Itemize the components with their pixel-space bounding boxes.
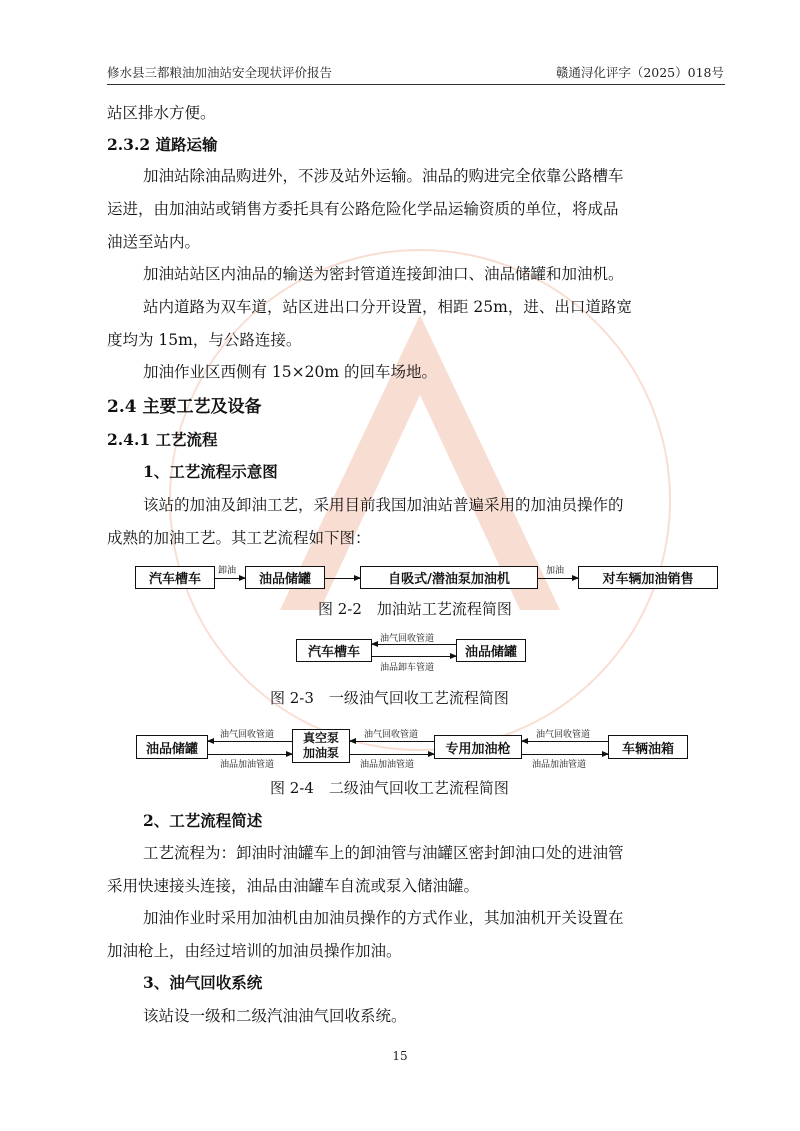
paragraph-line: 运进，由加油站或销售方委托具有公路危险化学品运输资质的单位，将成品 xyxy=(107,200,619,218)
flow-box-tanker-truck: 汽车槽车 xyxy=(296,639,372,662)
fuel-arrow xyxy=(350,754,434,755)
paragraph-line: 该站设一级和二级汽油油气回收系统。 xyxy=(143,1007,407,1025)
fuel-arrow xyxy=(522,754,608,755)
subsection-heading: 2、工艺流程简述 xyxy=(143,811,263,830)
subsection-heading: 1、工艺流程示意图 xyxy=(143,462,278,481)
arrow-label-vapor-pipe: 油气回收管道 xyxy=(536,730,591,740)
flow-box-storage-tank: 油品储罐 xyxy=(456,639,526,662)
paragraph-line: 加油作业区西侧有 15×20m 的回车场地。 xyxy=(143,363,437,381)
paragraph-line: 站内道路为双车道，站区进出口分开设置，相距 25m，进、出口道路宽 xyxy=(143,298,632,316)
vapor-return-arrow xyxy=(350,741,434,742)
unloading-arrow xyxy=(372,656,456,657)
pump-label-vacuum: 真空泵 xyxy=(302,731,339,745)
flow-box-dispenser: 自吸式/潜油泵加油机 xyxy=(360,566,538,589)
paragraph-line: 成熟的加油工艺。其工艺流程如下图： xyxy=(107,529,371,547)
subsection-heading: 3、油气回收系统 xyxy=(143,973,263,992)
flow-box-storage-tank: 油品储罐 xyxy=(245,566,325,589)
vapor-return-arrow xyxy=(522,741,608,742)
section-heading-2-4: 2.4 主要工艺及设备 xyxy=(107,397,262,417)
flow-arrow xyxy=(538,578,578,579)
flow-arrow xyxy=(215,578,245,579)
arrow-label-fuel-pipe: 油品加油管道 xyxy=(360,760,415,770)
flow-arrow xyxy=(325,578,360,579)
flow-box-tanker-truck: 汽车槽车 xyxy=(135,566,215,589)
paragraph-line: 采用快速接头连接，油品由油罐车自流或泵入储油罐。 xyxy=(107,877,480,895)
arrow-label-fuel-pipe: 油品加油管道 xyxy=(220,760,275,770)
figure-caption: 图 2-4 二级油气回收工艺流程简图 xyxy=(270,779,509,797)
paragraph-line: 油送至站内。 xyxy=(107,233,201,251)
paragraph-line: 度均为 15m，与公路连接。 xyxy=(107,331,302,349)
header-divider xyxy=(107,84,725,85)
paragraph-line: 该站的加油及卸油工艺，采用目前我国加油站普遍采用的加油员操作的 xyxy=(143,496,624,514)
header-report-title: 修水县三都粮油加油站安全现状评价报告 xyxy=(107,65,333,80)
flow-box-storage-tank: 油品储罐 xyxy=(136,735,208,759)
arrow-label-unload: 卸油 xyxy=(218,566,237,576)
paragraph-line: 加油作业时采用加油机由加油员操作的方式作业，其加油机开关设置在 xyxy=(143,909,624,927)
vapor-return-arrow xyxy=(208,741,292,742)
header-report-number: 赣通浔化评字（2025）018号 xyxy=(555,65,724,80)
arrow-label-refuel: 加油 xyxy=(546,566,565,576)
flow-box-pumps xyxy=(292,729,350,763)
arrow-label-vapor-pipe: 油气回收管道 xyxy=(380,634,435,644)
section-heading-2-3-2: 2.3.2 道路运输 xyxy=(107,135,218,154)
flow-box-vehicle-tank: 车辆油箱 xyxy=(608,735,688,759)
fuel-arrow xyxy=(208,754,292,755)
paragraph-line: 加油站站区内油品的输送为密封管道连接卸油口、油品储罐和加油机。 xyxy=(143,265,624,283)
arrow-label-unload-pipe: 油品卸车管道 xyxy=(380,663,435,673)
paragraph-line: 工艺流程为：卸油时油罐车上的卸油管与油罐区密封卸油口处的进油管 xyxy=(143,844,624,862)
figure-caption: 图 2-2 加油站工艺流程简图 xyxy=(318,600,512,618)
arrow-label-fuel-pipe: 油品加油管道 xyxy=(532,760,587,770)
flow-box-nozzle: 专用加油枪 xyxy=(434,735,522,759)
paragraph-line: 加油站除油品购进外，不涉及站外运输。油品的购进完全依靠公路槽车 xyxy=(143,167,624,185)
paragraph-line: 站区排水方便。 xyxy=(107,104,216,122)
section-heading-2-4-1: 2.4.1 工艺流程 xyxy=(107,430,218,449)
pump-label-fuel: 加油泵 xyxy=(302,746,339,760)
page-number: 15 xyxy=(392,1049,408,1063)
arrow-label-vapor-pipe: 油气回收管道 xyxy=(220,730,275,740)
arrow-label-vapor-pipe: 油气回收管道 xyxy=(364,730,419,740)
flow-box-vehicle-sales: 对车辆加油销售 xyxy=(578,566,718,589)
paragraph-line: 加油枪上，由经过培训的加油员操作加油。 xyxy=(107,942,402,960)
vapor-return-arrow xyxy=(372,644,456,645)
figure-caption: 图 2-3 一级油气回收工艺流程简图 xyxy=(270,689,509,707)
